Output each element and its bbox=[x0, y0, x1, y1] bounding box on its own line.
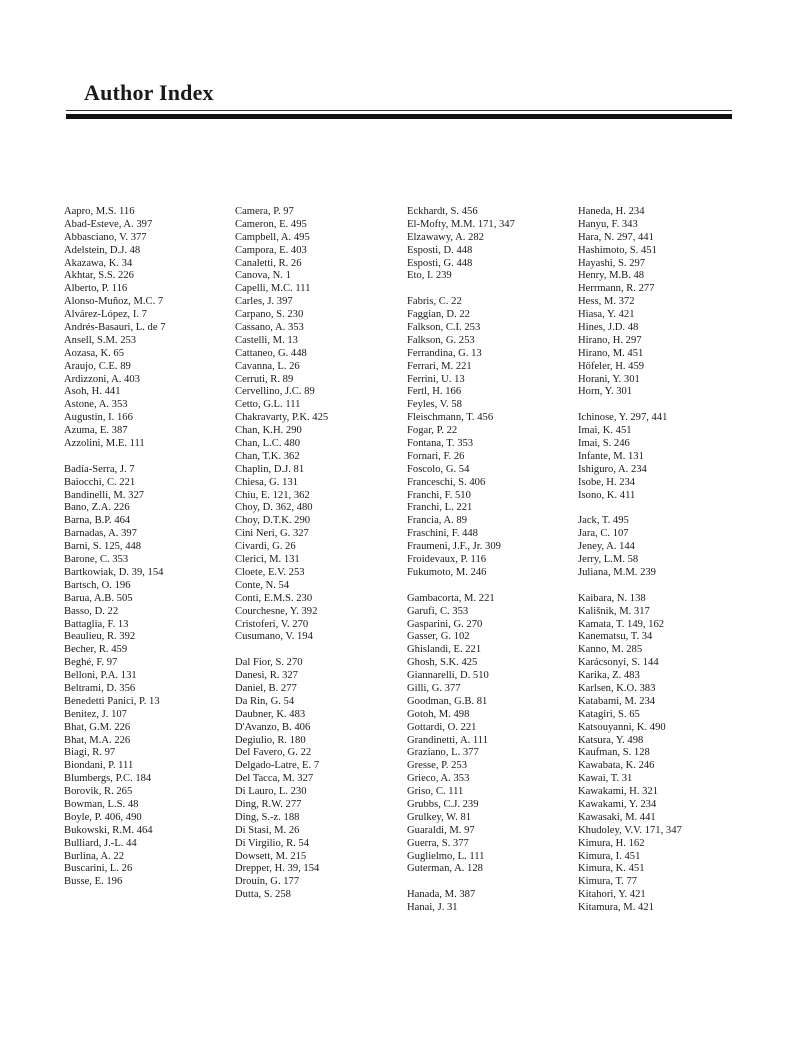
index-entry: Froidevaux, P. 116 bbox=[407, 554, 487, 566]
index-entry: El-Mofty, M.M. 171, 347 bbox=[407, 218, 515, 230]
index-entry: Guterman, A. 128 bbox=[407, 863, 483, 875]
index-entry: Kawakami, Y. 234 bbox=[578, 798, 657, 810]
index-entry: Ghislandi, E. 221 bbox=[407, 644, 482, 656]
index-entry: Cloete, E.V. 253 bbox=[235, 566, 305, 578]
index-entry: Falkson, C.I. 253 bbox=[407, 322, 481, 334]
index-entry: Fraschini, F. 448 bbox=[407, 528, 478, 540]
index-entry: Infante, M. 131 bbox=[578, 450, 644, 462]
index-entry: Grulkey, W. 81 bbox=[407, 811, 472, 823]
index-entry: Haneda, H. 234 bbox=[578, 206, 645, 217]
index-entry: Hanyu, F. 343 bbox=[578, 218, 638, 230]
index-entry: Goodman, G.B. 81 bbox=[407, 695, 488, 707]
index-entry: Abbasciano, V. 377 bbox=[64, 231, 147, 243]
index-entry: Ding, S.-z. 188 bbox=[235, 811, 300, 823]
index-entry: Carpano, S. 230 bbox=[235, 309, 304, 321]
index-entry: Gasser, G. 102 bbox=[407, 631, 470, 643]
index-entry: Courchesne, Y. 392 bbox=[235, 605, 318, 617]
group-separator bbox=[407, 580, 577, 593]
index-entry: Chan, L.C. 480 bbox=[235, 438, 301, 450]
index-entry: Del Tacca, M. 327 bbox=[235, 773, 314, 785]
group-separator bbox=[64, 451, 234, 464]
index-entry: Faggian, D. 22 bbox=[407, 309, 470, 321]
index-entry: Katsura, Y. 498 bbox=[578, 734, 644, 746]
index-entry: Beltrami, D. 356 bbox=[64, 682, 136, 694]
index-entry: Hines, J.D. 48 bbox=[578, 322, 639, 334]
index-entry: Dutta, S. 258 bbox=[235, 889, 291, 901]
index-entry: Imai, K. 451 bbox=[578, 425, 632, 437]
index-entry: Chan, T.K. 362 bbox=[235, 450, 300, 462]
index-entry: Degiulio, R. 180 bbox=[235, 734, 306, 746]
index-entry: Drouin, G. 177 bbox=[235, 876, 300, 888]
index-entry: Henry, M.B. 48 bbox=[578, 270, 645, 282]
index-entry: Cetto, G.L. 111 bbox=[235, 399, 301, 411]
index-entry: Akhtar, S.S. 226 bbox=[64, 270, 134, 282]
index-entry: Gilli, G. 377 bbox=[407, 682, 461, 694]
index-entry: Karlsen, K.O. 383 bbox=[578, 682, 656, 694]
index-entry: Basso, D. 22 bbox=[64, 605, 119, 617]
index-entry: Barua, A.B. 505 bbox=[64, 592, 133, 604]
index-entry: Ardizzoni, A. 403 bbox=[64, 373, 140, 385]
index-column-1 bbox=[64, 206, 234, 889]
index-entry: Ferrari, M. 221 bbox=[407, 360, 472, 372]
index-entry: Buscarini, L. 26 bbox=[64, 863, 133, 875]
index-entry: Cristoferi, V. 270 bbox=[235, 618, 309, 630]
index-entry: Di Virgilio, R. 54 bbox=[235, 837, 310, 849]
index-entry: Franchi, F. 510 bbox=[407, 489, 471, 501]
index-entry: D'Avanzo, B. 406 bbox=[235, 721, 311, 733]
index-entry: Imai, S. 246 bbox=[578, 438, 630, 450]
index-entry: Giannarelli, D. 510 bbox=[407, 670, 489, 682]
index-entry: Campbell, A. 495 bbox=[235, 231, 310, 243]
index-entry: Ansell, S.M. 253 bbox=[64, 334, 137, 346]
index-entry: Kawabata, K. 246 bbox=[578, 760, 655, 772]
index-entry: Benitez, J. 107 bbox=[64, 708, 127, 720]
index-entry: Beghé, F. 97 bbox=[64, 657, 118, 669]
index-entry: Cassano, A. 353 bbox=[235, 322, 304, 334]
index-entry: Araujo, C.E. 89 bbox=[64, 360, 131, 372]
index-entry: Alvárez-López, I. 7 bbox=[64, 309, 147, 321]
index-entry: Choy, D.T.K. 290 bbox=[235, 515, 311, 527]
index-entry: Karika, Z. 483 bbox=[578, 670, 640, 682]
index-entry: Asoh, H. 441 bbox=[64, 386, 121, 398]
index-entry: Griso, C. 111 bbox=[407, 786, 464, 798]
index-entry: Franceschi, S. 406 bbox=[407, 476, 486, 488]
index-entry: Cattaneo, G. 448 bbox=[235, 347, 307, 359]
index-entry: Aozasa, K. 65 bbox=[64, 347, 125, 359]
index-entry: Badía-Serra, J. 7 bbox=[64, 463, 135, 475]
group-separator bbox=[235, 644, 405, 657]
index-entry: Canova, N. 1 bbox=[235, 270, 291, 282]
index-entry: Chan, K.H. 290 bbox=[235, 425, 302, 437]
index-entry: Franchi, L. 221 bbox=[407, 502, 473, 514]
index-entry: Jerry, L.M. 58 bbox=[578, 554, 639, 566]
index-entry: Bukowski, R.M. 464 bbox=[64, 824, 153, 836]
index-entry: Horn, Y. 301 bbox=[578, 386, 633, 398]
index-entry: Karácsonyi, S. 144 bbox=[578, 657, 659, 669]
index-entry: Del Favero, G. 22 bbox=[235, 747, 312, 759]
index-entry: Fogar, P. 22 bbox=[407, 425, 458, 437]
index-entry: Di Stasi, M. 26 bbox=[235, 824, 300, 836]
index-entry: Garufi, C. 353 bbox=[407, 605, 469, 617]
index-entry: Elzawawy, A. 282 bbox=[407, 231, 484, 243]
index-entry: Katagiri, S. 65 bbox=[578, 708, 640, 720]
index-entry: Bano, Z.A. 226 bbox=[64, 502, 130, 514]
index-entry: Kitahori, Y. 421 bbox=[578, 889, 646, 901]
index-entry: Bhat, M.A. 226 bbox=[64, 734, 131, 746]
index-entry: Azuma, E. 387 bbox=[64, 425, 128, 437]
index-entry: Conte, N. 54 bbox=[235, 579, 290, 591]
index-entry: Cini Neri, G. 327 bbox=[235, 528, 309, 540]
index-entry: Hiasa, Y. 421 bbox=[578, 309, 635, 321]
index-entry: Hirano, H. 297 bbox=[578, 334, 642, 346]
index-entry: Hara, N. 297, 441 bbox=[578, 231, 654, 243]
index-entry: Kaufman, S. 128 bbox=[578, 747, 650, 759]
index-entry: Kawai, T. 31 bbox=[578, 773, 633, 785]
index-column-2 bbox=[235, 206, 405, 902]
index-entry: Höfeler, H. 459 bbox=[578, 360, 645, 372]
index-entry: Ferrandina, G. 13 bbox=[407, 347, 482, 359]
index-entry: Hess, M. 372 bbox=[578, 296, 635, 308]
index-entry: Barna, B.P. 464 bbox=[64, 515, 131, 527]
index-entry: Canaletti, R. 26 bbox=[235, 257, 302, 269]
index-entry: Hanai, J. 31 bbox=[407, 902, 458, 914]
index-entry: Fukumoto, M. 246 bbox=[407, 566, 487, 578]
index-entry: Burlina, A. 22 bbox=[64, 850, 125, 862]
index-entry: Bulliard, J.-L. 44 bbox=[64, 837, 137, 849]
index-entry: Dowsett, M. 215 bbox=[235, 850, 307, 862]
index-entry: Bartsch, O. 196 bbox=[64, 579, 131, 591]
index-entry: Castelli, M. 13 bbox=[235, 334, 298, 346]
index-entry: Belloni, P.A. 131 bbox=[64, 670, 137, 682]
index-entry: Azzolini, M.E. 111 bbox=[64, 438, 145, 450]
index-column-3 bbox=[407, 206, 577, 915]
index-entry: Graziano, L. 377 bbox=[407, 747, 479, 759]
index-entry: Guerra, S. 377 bbox=[407, 837, 469, 849]
index-entry: Kanematsu, T. 34 bbox=[578, 631, 653, 643]
index-entry: Borovik, R. 265 bbox=[64, 786, 133, 798]
index-entry: Campora, E. 403 bbox=[235, 244, 307, 256]
index-entry: Kaibara, N. 138 bbox=[578, 592, 646, 604]
index-entry: Isono, K. 411 bbox=[578, 489, 636, 501]
index-entry: Di Lauro, L. 230 bbox=[235, 786, 307, 798]
index-entry: Esposti, D. 448 bbox=[407, 244, 473, 256]
index-entry: Bhat, G.M. 226 bbox=[64, 721, 131, 733]
index-entry: Kitamura, M. 421 bbox=[578, 902, 654, 914]
index-entry: Foscolo, G. 54 bbox=[407, 463, 470, 475]
index-entry: Jara, C. 107 bbox=[578, 528, 629, 540]
index-entry: Civardi, G. 26 bbox=[235, 541, 296, 553]
index-entry: Conti, E.M.S. 230 bbox=[235, 592, 313, 604]
index-entry: Isobe, H. 234 bbox=[578, 476, 636, 488]
index-entry: Kimura, K. 451 bbox=[578, 863, 645, 875]
index-entry: Kawakami, H. 321 bbox=[578, 786, 659, 798]
index-entry: Beaulieu, R. 392 bbox=[64, 631, 136, 643]
index-entry: Ghosh, S.K. 425 bbox=[407, 657, 478, 669]
index-entry: Jeney, A. 144 bbox=[578, 541, 635, 553]
index-entry: Fornari, F. 26 bbox=[407, 450, 465, 462]
index-entry: Khudoley, V.V. 171, 347 bbox=[578, 824, 682, 836]
index-entry: Chaplin, D.J. 81 bbox=[235, 463, 305, 475]
index-entry: Biagi, R. 97 bbox=[64, 747, 116, 759]
index-entry: Chiesa, G. 131 bbox=[235, 476, 298, 488]
index-entry: Alberto, P. 116 bbox=[64, 283, 128, 295]
index-entry: Alonso-Muñoz, M.C. 7 bbox=[64, 296, 164, 308]
index-entry: Juliana, M.M. 239 bbox=[578, 566, 656, 578]
index-entry: Kawasaki, M. 441 bbox=[578, 811, 656, 823]
index-entry: Becher, R. 459 bbox=[64, 644, 128, 656]
index-entry: Delgado-Latre, E. 7 bbox=[235, 760, 320, 772]
index-entry: Hayashi, S. 297 bbox=[578, 257, 646, 269]
index-entry: Dal Fior, S. 270 bbox=[235, 657, 303, 669]
index-entry: Cerruti, R. 89 bbox=[235, 373, 294, 385]
index-entry: Daubner, K. 483 bbox=[235, 708, 306, 720]
index-entry: Bartkowiak, D. 39, 154 bbox=[64, 566, 164, 578]
index-entry: Esposti, G. 448 bbox=[407, 257, 473, 269]
index-entry: Cameron, E. 495 bbox=[235, 218, 307, 230]
index-entry: Guaraldi, M. 97 bbox=[407, 824, 475, 836]
index-entry: Ferrini, U. 13 bbox=[407, 373, 465, 385]
index-entry: Carles, J. 397 bbox=[235, 296, 293, 308]
index-entry: Gottardi, O. 221 bbox=[407, 721, 477, 733]
index-entry: Clerici, M. 131 bbox=[235, 554, 300, 566]
index-entry: Astone, A. 353 bbox=[64, 399, 128, 411]
index-entry: Hanada, M. 387 bbox=[407, 889, 476, 901]
group-separator bbox=[578, 399, 748, 412]
index-entry: Ishiguro, A. 234 bbox=[578, 463, 647, 475]
index-entry: Baiocchi, C. 221 bbox=[64, 476, 136, 488]
index-entry: Kimura, H. 162 bbox=[578, 837, 645, 849]
index-entry: Kanno, M. 285 bbox=[578, 644, 643, 656]
index-entry: Drepper, H. 39, 154 bbox=[235, 863, 320, 875]
index-entry: Kimura, I. 451 bbox=[578, 850, 641, 862]
index-entry: Falkson, G. 253 bbox=[407, 334, 475, 346]
group-separator bbox=[407, 283, 577, 296]
index-entry: Fleischmann, T. 456 bbox=[407, 412, 494, 424]
index-entry: Chiu, E. 121, 362 bbox=[235, 489, 310, 501]
index-entry: Gasparini, G. 270 bbox=[407, 618, 483, 630]
index-entry: Eto, I. 239 bbox=[407, 270, 452, 282]
index-column-4 bbox=[578, 206, 748, 915]
index-entry: Grieco, A. 353 bbox=[407, 773, 470, 785]
index-entry: Bowman, L.S. 48 bbox=[64, 798, 139, 810]
index-entry: Guglielmo, L. 111 bbox=[407, 850, 485, 862]
index-entry: Danesi, R. 327 bbox=[235, 670, 298, 682]
index-entry: Busse, E. 196 bbox=[64, 876, 123, 888]
index-entry: Barone, C. 353 bbox=[64, 554, 129, 566]
index-entry: Kimura, T. 77 bbox=[578, 876, 638, 888]
index-entry: Kamata, T. 149, 162 bbox=[578, 618, 665, 630]
index-entry: Chakravarty, P.K. 425 bbox=[235, 412, 329, 424]
index-entry: Andrés-Basauri, L. de 7 bbox=[64, 322, 166, 334]
index-entry: Hashimoto, S. 451 bbox=[578, 244, 657, 256]
page-title: Author Index bbox=[84, 80, 214, 105]
index-entry: Ichinose, Y. 297, 441 bbox=[578, 412, 668, 424]
index-entry: Feyles, V. 58 bbox=[407, 399, 462, 411]
index-entry: Da Rin, G. 54 bbox=[235, 695, 295, 707]
index-entry: Fabris, C. 22 bbox=[407, 296, 462, 308]
index-entry: Katabami, M. 234 bbox=[578, 695, 656, 707]
index-entry: Capelli, M.C. 111 bbox=[235, 283, 311, 295]
index-entry: Horani, Y. 301 bbox=[578, 373, 640, 385]
index-entry: Hirano, M. 451 bbox=[578, 347, 644, 359]
index-entry: Camera, P. 97 bbox=[235, 206, 294, 217]
index-entry: Benedetti Panici, P. 13 bbox=[64, 695, 160, 707]
title-rule-thick bbox=[66, 114, 732, 119]
index-entry: Abad-Esteve, A. 397 bbox=[64, 218, 153, 230]
index-entry: Boyle, P. 406, 490 bbox=[64, 811, 142, 823]
index-entry: Fontana, T. 353 bbox=[407, 438, 474, 450]
title-rule-thin bbox=[66, 110, 732, 111]
index-entry: Blumbergs, P.C. 184 bbox=[64, 773, 152, 785]
index-entry: Francia, A. 89 bbox=[407, 515, 468, 527]
index-entry: Bandinelli, M. 327 bbox=[64, 489, 145, 501]
index-entry: Akazawa, K. 34 bbox=[64, 257, 133, 269]
group-separator bbox=[578, 502, 748, 515]
index-entry: Gambacorta, M. 221 bbox=[407, 592, 495, 604]
index-entry: Cusumano, V. 194 bbox=[235, 631, 313, 643]
index-entry: Herrmann, R. 277 bbox=[578, 283, 655, 295]
index-entry: Augustin, I. 166 bbox=[64, 412, 133, 424]
index-entry: Cavanna, L. 26 bbox=[235, 360, 300, 372]
index-entry: Cervellino, J.C. 89 bbox=[235, 386, 315, 398]
index-entry: Ding, R.W. 277 bbox=[235, 798, 302, 810]
index-entry: Katsouyanni, K. 490 bbox=[578, 721, 666, 733]
index-entry: Battaglia, F. 13 bbox=[64, 618, 129, 630]
index-entry: Choy, D. 362, 480 bbox=[235, 502, 313, 514]
index-entry: Daniel, B. 277 bbox=[235, 682, 297, 694]
index-entry: Aapro, M.S. 116 bbox=[64, 206, 135, 217]
index-entry: Grubbs, C.J. 239 bbox=[407, 798, 479, 810]
index-entry: Eckhardt, S. 456 bbox=[407, 206, 478, 217]
index-entry: Barnadas, A. 397 bbox=[64, 528, 137, 540]
group-separator bbox=[578, 580, 748, 593]
index-entry: Fertl, H. 166 bbox=[407, 386, 462, 398]
index-entry: Grandinetti, A. 111 bbox=[407, 734, 489, 746]
index-entry: Fraumeni, J.F., Jr. 309 bbox=[407, 541, 501, 553]
index-entry: Barni, S. 125, 448 bbox=[64, 541, 142, 553]
index-entry: Biondani, P. 111 bbox=[64, 760, 134, 772]
index-entry: Adelstein, D.J. 48 bbox=[64, 244, 141, 256]
index-entry: Gresse, P. 253 bbox=[407, 760, 468, 772]
index-entry: Gotoh, M. 498 bbox=[407, 708, 470, 720]
index-entry: Jack, T. 495 bbox=[578, 515, 629, 527]
group-separator bbox=[407, 876, 577, 889]
index-entry: Kališnik, M. 317 bbox=[578, 605, 650, 617]
